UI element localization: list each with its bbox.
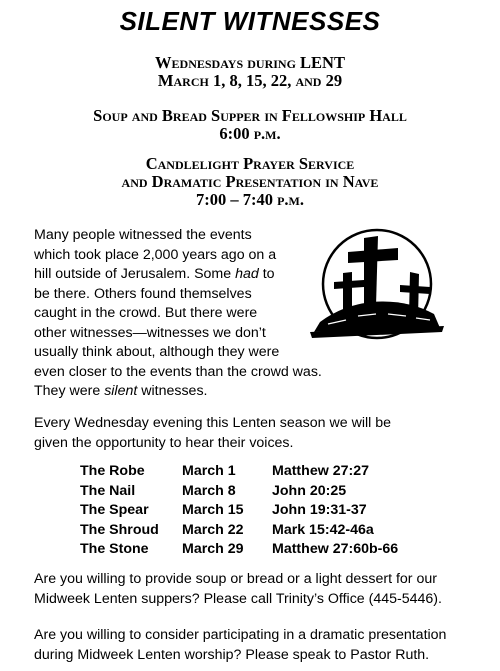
schedule-date: March 1 (182, 463, 236, 479)
header-service: Candlelight Prayer Service (145, 154, 355, 173)
intro-line (34, 265, 334, 285)
intro-text: witnesses. (137, 383, 208, 399)
schedule-date: March 8 (182, 482, 236, 499)
paragraph-line: Every Wednesday evening this Lenten season we will be (34, 415, 392, 431)
emphasis-had: had (235, 266, 259, 282)
header-service-time: 7:00 – 7:40 p.m. (195, 190, 305, 209)
paragraph-line: during Midweek Lenten worship? Please speak to Pastor Ruth. (34, 646, 430, 663)
three-crosses-icon (306, 228, 446, 346)
page-title: SILENT WITNESSES (119, 6, 381, 36)
invitation-paragraph (34, 414, 484, 453)
intro-line: which took place 2,000 years ago on a (34, 246, 277, 263)
intro-line: usually think about, although they were (34, 344, 280, 360)
schedule-date: March 22 (182, 521, 244, 538)
schedule-witness: The Stone (80, 541, 149, 557)
schedule-scripture: John 19:31-37 (272, 502, 367, 518)
intro-line: caught in the crowd. But there were (34, 305, 258, 321)
schedule-witness: The Robe (80, 463, 145, 479)
schedule-table (80, 462, 398, 560)
schedule-date: March 29 (182, 541, 244, 557)
paragraph-line: given the opportunity to hear their voices. (34, 434, 294, 451)
schedule-row (80, 462, 398, 482)
header-presentation: and Dramatic Presentation in Nave (121, 172, 379, 191)
paragraph-line: Are you willing to provide soup or bread or a light dessert for our (34, 571, 437, 587)
schedule-scripture: Matthew 27:60b-66 (272, 541, 399, 557)
intro-text: They were (34, 383, 105, 399)
header-supper-time: 6:00 p.m. (219, 124, 281, 143)
schedule-row (80, 501, 398, 521)
header-wednesdays: Wednesdays during LENT (155, 53, 345, 72)
paragraph-line: Midweek Lenten suppers? Please call Trinity’s Office (445-5446). (34, 590, 442, 607)
intro-paragraph (34, 226, 334, 402)
schedule-scripture: John 20:25 (272, 482, 347, 499)
header-dates: March 1, 8, 15, 22, and 29 (157, 71, 343, 90)
schedule-witness: The Spear (80, 502, 149, 518)
schedule-date: March 15 (182, 502, 244, 518)
schedule-witness: The Shroud (80, 521, 159, 538)
schedule-witness: The Nail (80, 482, 136, 499)
intro-text: hill outside of Jerusalem. Some (34, 266, 236, 282)
paragraph-line: Are you willing to consider participating in a dramatic presentation (34, 627, 447, 643)
intro-text: to (258, 266, 275, 282)
intro-line (34, 382, 334, 402)
soup-request-paragraph (34, 570, 484, 609)
schedule-row (80, 540, 398, 560)
emphasis-silent: silent (104, 383, 138, 399)
header-supper: Soup and Bread Supper in Fellowship Hall (93, 106, 407, 125)
schedule-scripture: Mark 15:42-46a (272, 521, 374, 538)
intro-line: even closer to the events than the crowd was. (34, 363, 322, 380)
intro-line: be there. Others found themselves (34, 285, 252, 302)
intro-line: other witnesses—witnesses we don’t (34, 324, 266, 341)
schedule-row (80, 482, 398, 502)
schedule-row (80, 521, 398, 541)
schedule-scripture: Matthew 27:27 (272, 463, 369, 479)
intro-line: Many people witnessed the events (34, 227, 252, 243)
drama-request-paragraph (34, 626, 484, 665)
